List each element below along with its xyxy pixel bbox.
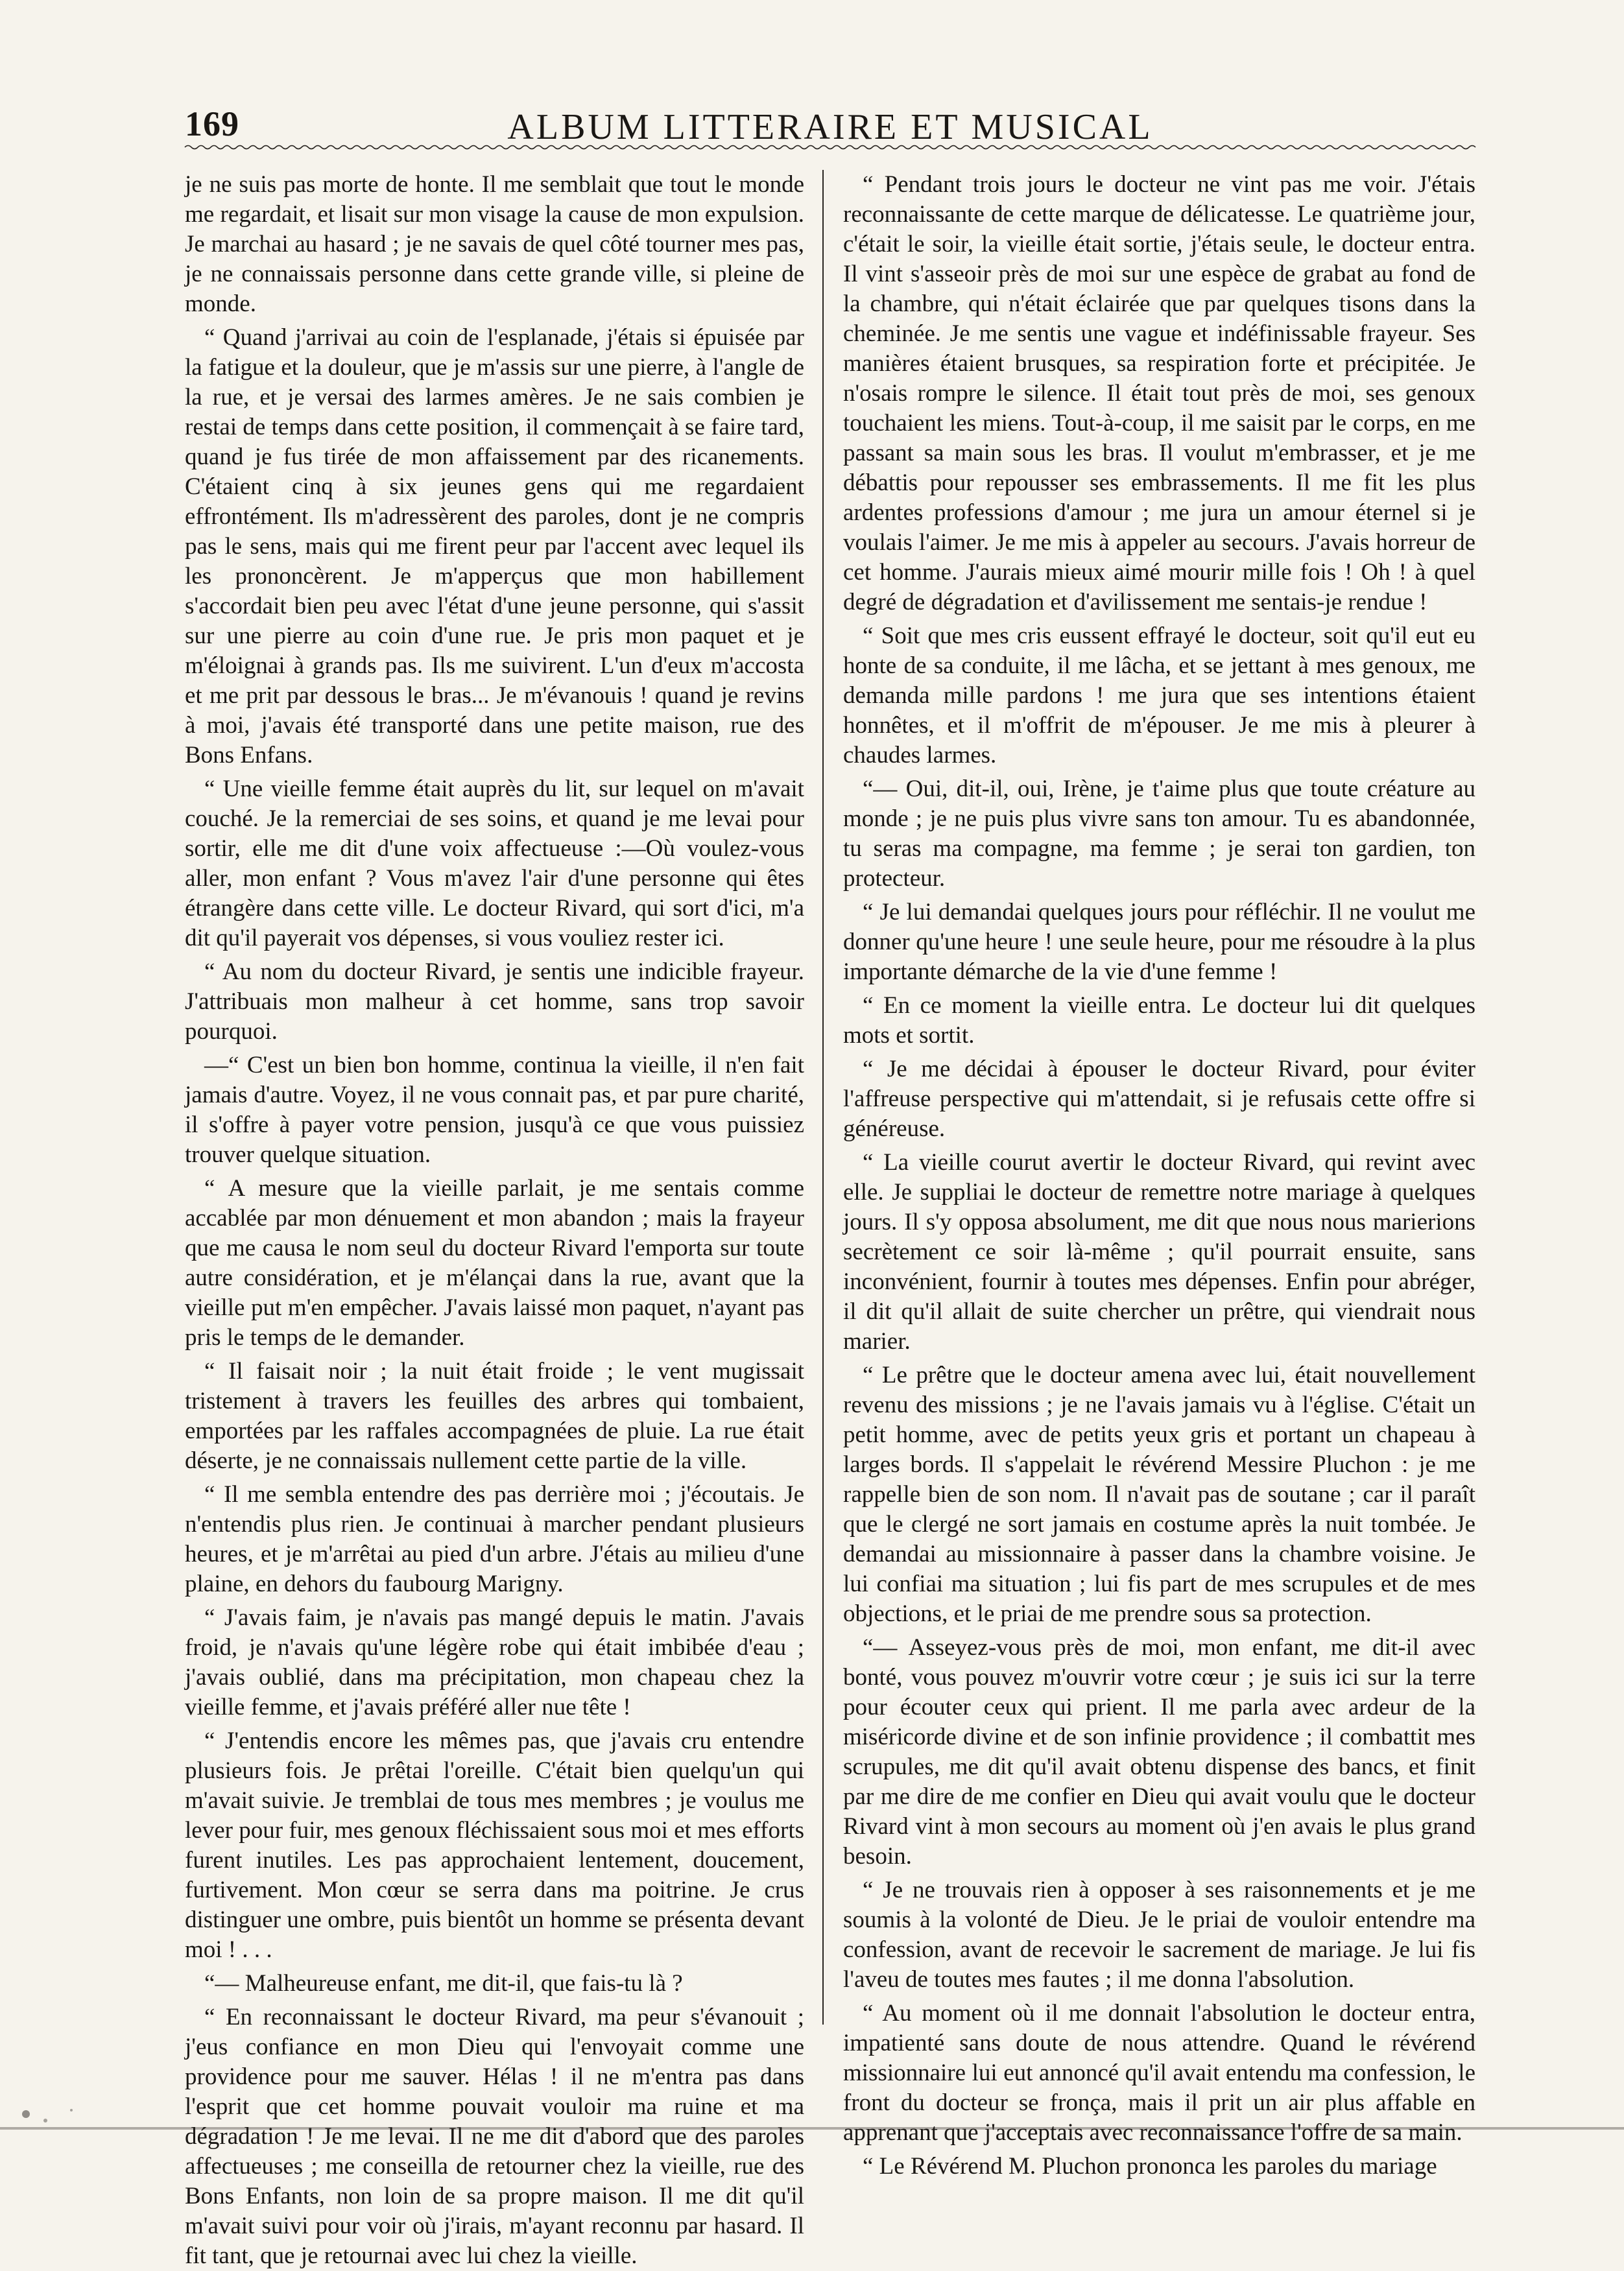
paragraph: “ Une vieille femme était auprès du lit, sur lequel on m'avait couché. Je la remerciai de ses soins, et quand je me levai pour sortir, elle me dit d'une voix affectueuse :—Où voulez-vous aller, mon enfant ? Vous m'avez l'air d'une personne qui êtes étrangère dans cette ville. Le docteur Rivard, qui sort d'ici, m'a dit qu'il payerait vos dépenses, si vous vouliez rester ici. — [185, 776, 804, 951]
paragraph: “ La vieille courut avertir le docteur Rivard, qui revint avec elle. Je suppliai le docteur de remettre notre mariage à quelques jours. Il s'y opposa absolument, me dit que nous nous marierions secrètement ce soir là-même ; qu'il pourrait ensuite, sans inconvénient, fournir à toutes mes dépenses. Enfin pour abréger, il dit qu'il allait de suite chercher un prêtre, qui viendrait nous marier. — [843, 1149, 1475, 1355]
paragraph: “ Au moment où il me donnait l'absolution le docteur entra, impatienté sans doute de nous attendre. Quand le révérend missionnaire lui eut annoncé qu'il avait entendu ma confession, le front du docteur se fronça, mais il prit un air plus affable en apprenant que j'acceptais avec reconnaissance l'offre de sa main. — [843, 2000, 1475, 2146]
paragraph: “ Je lui demandai quelques jours pour réfléchir. Il ne voulut me donner qu'une heure ! une seule heure, pour me résoudre à la plus importante démarche de la vie d'une femme ! — [843, 899, 1475, 985]
paragraph: “ Le prêtre que le docteur amena avec lui, était nouvellement revenu des missions ; je ne l'avais jamais vu à l'église. C'était un petit homme, avec de petits yeux gris et portant un chapeau à larges bords. Il s'appelait le révérend Messire Pluchon : je me rappelle bien de son nom. Il n'avait pas de soutane ; car il paraît que le clergé ne sort jamais en costume après la nuit tombée. Je demandai au missionnaire à passer dans la chambre voisine. Je lui confiai ma situation ; lui fis part de mes scrupules et de mes objections, et le priai de me prendre sous sa protection. — [843, 1362, 1475, 1627]
right-column — [843, 170, 1475, 2180]
page-number: 169 — [185, 104, 239, 143]
paragraph: “ Au nom du docteur Rivard, je sentis une indicible frayeur. J'attribuais mon malheur à cet homme, sans trop savoir pourquoi. — [185, 958, 804, 1045]
paragraph: “— Malheureuse enfant, me dit-il, que fais-tu là ? — [204, 1970, 683, 1997]
paragraph: “— Asseyez-vous près de moi, mon enfant, me dit-il avec bonté, vous pouvez m'ouvrir votre cœur ; je suis ici sur la terre pour écouter ceux qui prient. Il me parla avec ardeur de la miséricorde divine et de son infinie providence ; il combattit mes scrupules, me dit qu'il avait obtenu dispense des bancs, et finit par me dire de me confier en Dieu qui avait voulu que le docteur Rivard vint à mon secours au moment où j'en avais le plus grand besoin. — [843, 1634, 1475, 1870]
paragraph: “ Le Révérend M. Pluchon prononca les paroles du mariage — [863, 2153, 1437, 2180]
paragraph: “ En reconnaissant le docteur Rivard, ma peur s'évanouit ; j'eus confiance en mon Dieu qui l'envoyait comme une providence pour me sauver. Hélas ! il ne m'entra pas dans l'esprit que cet homme pouvait vouloir ma ruine et ma dégradation ! Je me levai. Il ne me dit d'abord que des paroles affectueuses ; me conseilla de retourner chez la vieille, rue des Bons Enfants, non loin de sa propre maison. Il me dit qu'il m'avait suivi pour voir où j'irais, m'ayant reconnu par hasard. Il fit tant, que je retournai avec lui chez la vieille. — [185, 2004, 804, 2269]
column-divider — [822, 170, 824, 2025]
paragraph: “ J'avais faim, je n'avais pas mangé depuis le matin. J'avais froid, je n'avais qu'une légère robe qui était imbibée d'eau ; j'avais oublié, dans ma précipitation, mon chapeau chez la vieille femme, et j'avais préféré aller nue tête ! — [185, 1604, 804, 1720]
page-title: ALBUM LITTERAIRE ET MUSICAL — [507, 107, 1153, 147]
left-column — [185, 170, 804, 2269]
paragraph: “ Il me sembla entendre des pas derrière moi ; j'écoutais. Je n'entendis plus rien. Je continuai à marcher pendant plusieurs heures, et je m'arrêtai au pied d'un arbre. J'étais au milieu d'une plaine, en dehors du faubourg Marigny. — [185, 1481, 804, 1597]
scan-edge-specks — [0, 2101, 1624, 2149]
paragraph: “ Il faisait noir ; la nuit était froide ; le vent mugissait tristement à travers les feuilles des arbres qui tombaient, emportées par les raffales accompagnées de pluie. La rue était déserte, je ne connaissais nullement cette partie de la ville. — [185, 1358, 804, 1474]
paragraph: “ Je ne trouvais rien à opposer à ses raisonnements et je me soumis à la volonté de Dieu. Je le priai de vouloir entendre ma confession, avant de recevoir le sacrement de mariage. Je lui fis l'aveu de toutes mes fautes ; il me donna l'absolution. — [843, 1877, 1475, 1993]
paragraph: “ Soit que mes cris eussent effrayé le docteur, soit qu'il eut eu honte de sa conduite, il me lâcha, et se jettant à mes genoux, me demanda mille pardons ! me jura que ses intentions étaient honnêtes, et il m'offrit de m'épouser. Je me mis à pleurer à chaudes larmes. — [843, 623, 1475, 768]
paragraph: “ Pendant trois jours le docteur ne vint pas me voir. J'étais reconnaissante de cette marque de délicatesse. Le quatrième jour, c'était le soir, la vieille était sortie, j'étais seule, le docteur entra. Il vint s'asseoir près de moi sur une espèce de grabat au fond de la chambre, qui n'était éclairée que par quelques tisons dans la cheminée. Je me sentis une vague et indéfinissable frayeur. Ses manières étaient brusques, sa respiration forte et précipitée. Je n'osais rompre le silence. Il était tout près de moi, ses genoux touchaient les miens. Tout-à-coup, il me saisit par le corps, en me passant sa main sous les bras. Il voulut m'embrasser, et je me débattis pour repousser ses embrassements. Il me fit les plus ardentes professions d'amour ; me jura un amour éternel si je voulais l'aimer. Je me mis à appeler au secours. J'avais horreur de cet homme. J'aurais mieux aimé mourir mille fois ! Oh ! à quel degré de dégradation et d'avilissement me sentais-je rendue ! — [843, 171, 1475, 615]
page-header — [185, 97, 1475, 149]
paragraph: “ Je me décidai à épouser le docteur Rivard, pour éviter l'affreuse perspective qui m'attendait, si je refusais cette offre si généreuse. — [843, 1056, 1475, 1142]
paragraph: je ne suis pas morte de honte. Il me semblait que tout le monde me regardait, et lisait sur mon visage la cause de mon expulsion. Je marchai au hasard ; je ne savais de quel côté tourner mes pas, je ne connaissais personne dans cette grande ville, si pleine de monde. — [185, 171, 804, 317]
paragraph: —“ C'est un bien bon homme, continua la vieille, il n'en fait jamais d'autre. Voyez, il ne vous connait pas, et par pure charité, il s'offre à payer votre pension, jusqu'à ce que vous puissiez trouver quelque situation. — [185, 1052, 804, 1168]
paragraph: “ En ce moment la vieille entra. Le docteur lui dit quelques mots et sortit. — [843, 992, 1475, 1049]
paragraph: “— Oui, dit-il, oui, Irène, je t'aime plus que toute créature au monde ; je ne puis plus vivre sans ton amour. Tu es abandonnée, tu seras ma compagne, ma femme ; je serai ton gardien, ton protecteur. — [843, 776, 1475, 892]
paragraph: “ Quand j'arrivai au coin de l'esplanade, j'étais si épuisée par la fatigue et la douleur, que je m'assis sur une pierre, à l'angle de la rue, et je versai des larmes amères. Je ne sais combien je restai de temps dans cette position, il commençait à se faire tard, quand je fus tirée de mon affaissement par des ricanements. C'étaient cinq à six jeunes gens qui me regardaient effrontément. Ils m'adressèrent des paroles, dont je ne compris pas le sens, mais qui me firent peur par l'accent avec lequel ils les prononcèrent. Je m'apperçus que mon habillement s'accordait bien peu avec l'état d'une jeune personne, qui s'assit sur une pierre au coin d'une rue. Je pris mon paquet et je m'éloignai à grands pas. Ils me suivirent. L'un d'eux m'accosta et me prit par dessous le bras... Je m'évanouis ! quand je revins à moi, j'avais été transporté dans une petite maison, rue des Bons Enfans. — [185, 324, 804, 768]
paragraph: “ A mesure que la vieille parlait, je me sentais comme accablée par mon dénuement et mon abandon ; mais la frayeur que me causa le nom seul du docteur Rivard l'emporta sur toute autre considération, et je m'élançai dans la rue, avant que la vieille put m'en empêcher. J'avais laissé mon paquet, n'ayant pas pris le temps de le demander. — [185, 1175, 804, 1351]
header-wavy-rule — [185, 144, 1475, 150]
paragraph: “ J'entendis encore les mêmes pas, que j'avais cru entendre plusieurs fois. Je prêtai l'oreille. C'était bien quelqu'un qui m'avait suivie. Je tremblai de tous mes membres ; je voulus me lever pour fuir, mes genoux fléchissaient sous moi et mes efforts furent inutiles. Les pas approchaient lentement, doucement, furtivement. Mon cœur se serra dans ma poitrine. Je crus distinguer une ombre, puis bientôt un homme se présenta devant moi ! . . . — [185, 1728, 804, 1963]
